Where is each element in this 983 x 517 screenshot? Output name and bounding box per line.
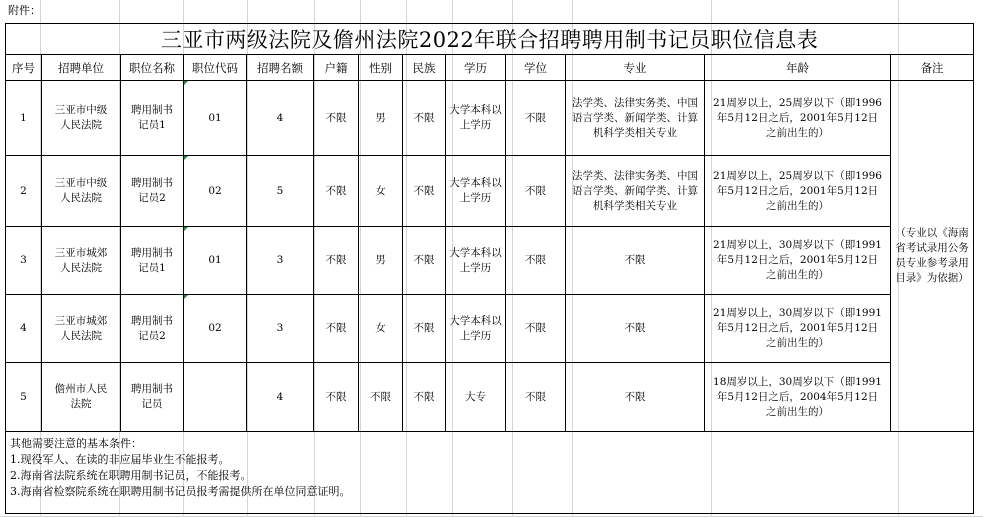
cell-huji[interactable]: 不限 <box>314 295 359 363</box>
cell-quota[interactable]: 4 <box>247 363 314 432</box>
position-info-table <box>5 23 974 514</box>
notes-item: 3.海南省检察院系统在职聘用制书记员报考需提供所在单位同意证明。 <box>10 485 351 498</box>
code-value: 01 <box>208 254 222 266</box>
header-cell[interactable]: 学历 <box>446 55 506 81</box>
cell-remark[interactable]: （专业以《海南省考试录用公务员专业参考录用目录》为依据） <box>891 81 974 432</box>
header-cell[interactable]: 专业 <box>566 55 705 81</box>
table-title[interactable]: 三亚市两级法院及儋州法院2022年联合招聘聘用制书记员职位信息表 <box>6 24 974 55</box>
cell-age[interactable]: 21周岁以上，25周岁以下（即1996年5月12日之后，2001年5月12日之前出生的） <box>705 156 891 227</box>
cell-position[interactable]: 聘用制书记员2 <box>121 295 184 363</box>
cell-no[interactable]: 3 <box>6 227 42 295</box>
cell-huji[interactable]: 不限 <box>314 81 359 156</box>
header-cell[interactable]: 招聘单位 <box>42 55 121 81</box>
cell-no[interactable]: 4 <box>6 295 42 363</box>
cell-no[interactable]: 5 <box>6 363 42 432</box>
notes-item: 1.现役军人、在读的非应届毕业生不能报考。 <box>10 453 230 466</box>
cell-unit[interactable]: 三亚市城郊人民法院 <box>42 227 121 295</box>
cell-age[interactable]: 21周岁以上，30周岁以下（即1991年5月12日之后，2001年5月12日之前出生的） <box>705 295 891 363</box>
cell-gender[interactable]: 男 <box>359 227 403 295</box>
table-row <box>6 156 974 227</box>
cell-gender[interactable]: 女 <box>359 156 403 227</box>
code-value: 01 <box>208 111 222 124</box>
cell-quota[interactable]: 3 <box>247 295 314 363</box>
header-cell[interactable]: 职位名称 <box>121 55 184 81</box>
cell-no[interactable]: 1 <box>6 81 42 156</box>
cell-ethnicity[interactable]: 不限 <box>403 227 446 295</box>
cell-age[interactable]: 18周岁以上，30周岁以下（即1991年5月12日之后，2004年5月12日之前出生的） <box>705 363 891 432</box>
code-value: 02 <box>208 184 222 197</box>
cell-huji[interactable]: 不限 <box>314 363 359 432</box>
table-row <box>6 81 974 156</box>
header-cell[interactable]: 民族 <box>403 55 446 81</box>
header-cell[interactable]: 序号 <box>6 55 42 81</box>
cell-ethnicity[interactable]: 不限 <box>403 363 446 432</box>
code-value: 02 <box>208 322 222 334</box>
cell-degree[interactable]: 不限 <box>506 156 566 227</box>
table-row <box>6 295 974 363</box>
cell-position[interactable]: 聘用制书记员1 <box>121 227 184 295</box>
cell-education[interactable]: 大学本科以上学历 <box>446 81 506 156</box>
cell-gender[interactable]: 男 <box>359 81 403 156</box>
cell-major[interactable]: 不限 <box>566 295 705 363</box>
cell-marker <box>184 295 188 299</box>
header-row <box>6 55 974 81</box>
header-cell[interactable]: 性别 <box>359 55 403 81</box>
notes-row <box>6 432 974 514</box>
cell-degree[interactable]: 不限 <box>506 363 566 432</box>
cell-education[interactable]: 大学本科以上学历 <box>446 295 506 363</box>
header-cell[interactable]: 户籍 <box>314 55 359 81</box>
header-cell[interactable]: 职位代码 <box>184 55 247 81</box>
cell-major[interactable]: 不限 <box>566 227 705 295</box>
cell-ethnicity[interactable]: 不限 <box>403 156 446 227</box>
attachment-label: 附件： <box>8 4 41 17</box>
cell-ethnicity[interactable]: 不限 <box>403 81 446 156</box>
cell-code[interactable] <box>184 81 247 156</box>
cell-quota[interactable]: 4 <box>247 81 314 156</box>
notes-item: 2.海南省法院系统在职聘用制书记员，不能报考。 <box>10 469 252 482</box>
cell-education[interactable]: 大专 <box>446 363 506 432</box>
table-row <box>6 363 974 432</box>
cell-gender[interactable]: 女 <box>359 295 403 363</box>
cell-degree[interactable]: 不限 <box>506 81 566 156</box>
cell-major[interactable]: 法学类、法律实务类、中国语言学类、新闻学类、计算机科学类相关专业 <box>566 81 705 156</box>
notes-cell[interactable] <box>6 432 974 514</box>
cell-no[interactable]: 2 <box>6 156 42 227</box>
cell-marker <box>184 156 188 160</box>
cell-degree[interactable]: 不限 <box>506 227 566 295</box>
header-cell[interactable]: 学位 <box>506 55 566 81</box>
cell-quota[interactable]: 5 <box>247 156 314 227</box>
cell-unit[interactable]: 三亚市中级人民法院 <box>42 81 121 156</box>
cell-major[interactable]: 不限 <box>566 363 705 432</box>
cell-position[interactable]: 聘用制书记员 <box>121 363 184 432</box>
table-row <box>6 227 974 295</box>
header-cell[interactable]: 招聘名额 <box>247 55 314 81</box>
cell-huji[interactable]: 不限 <box>314 156 359 227</box>
header-cell[interactable]: 备注 <box>891 55 974 81</box>
cell-unit[interactable]: 三亚市城郊人民法院 <box>42 295 121 363</box>
cell-age[interactable]: 21周岁以上，30周岁以下（即1991年5月12日之后，2001年5月12日之前出生的） <box>705 227 891 295</box>
cell-marker <box>184 81 188 85</box>
cell-unit[interactable]: 三亚市中级人民法院 <box>42 156 121 227</box>
notes-heading: 其他需要注意的基本条件： <box>10 437 142 450</box>
header-cell[interactable]: 年龄 <box>705 55 891 81</box>
cell-code[interactable] <box>184 156 247 227</box>
cell-marker <box>184 227 188 231</box>
cell-education[interactable]: 大学本科以上学历 <box>446 156 506 227</box>
cell-degree[interactable]: 不限 <box>506 295 566 363</box>
cell-education[interactable]: 大学本科以上学历 <box>446 227 506 295</box>
cell-code[interactable] <box>184 227 247 295</box>
cell-code[interactable] <box>184 363 247 432</box>
cell-gender[interactable]: 不限 <box>359 363 403 432</box>
cell-position[interactable]: 聘用制书记员1 <box>121 81 184 156</box>
cell-position[interactable]: 聘用制书记员2 <box>121 156 184 227</box>
cell-age[interactable]: 21周岁以上，25周岁以下（即1996年5月12日之后，2001年5月12日之前出生的） <box>705 81 891 156</box>
cell-ethnicity[interactable]: 不限 <box>403 295 446 363</box>
cell-quota[interactable]: 3 <box>247 227 314 295</box>
cell-huji[interactable]: 不限 <box>314 227 359 295</box>
cell-unit[interactable]: 儋州市人民法院 <box>42 363 121 432</box>
cell-major[interactable]: 法学类、法律实务类、中国语言学类、新闻学类、计算机科学类相关专业 <box>566 156 705 227</box>
cell-code[interactable] <box>184 295 247 363</box>
